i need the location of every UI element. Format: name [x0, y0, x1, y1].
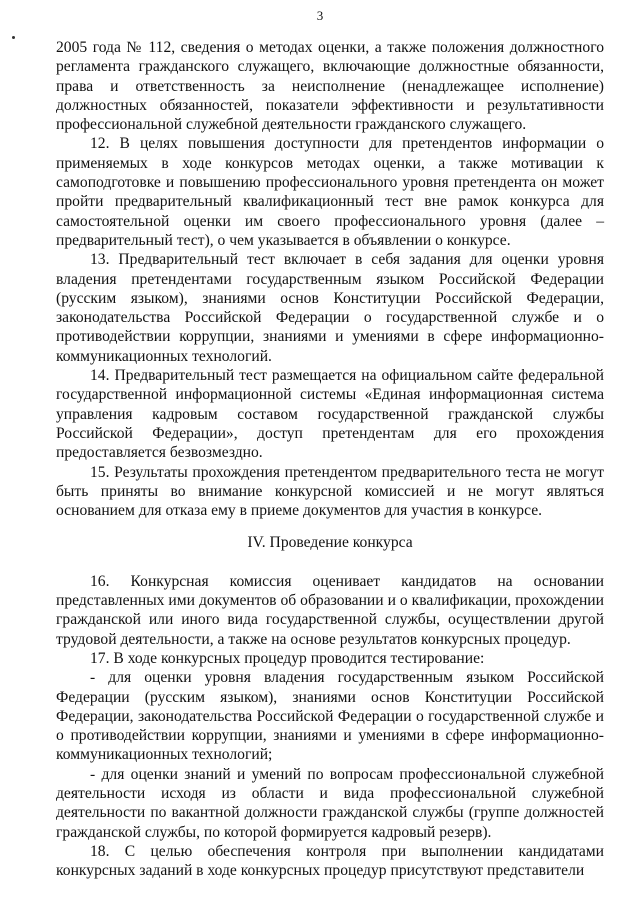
list-item-professional-test: - для оценки знаний и умений по вопросам профессиональной служебной деятельности исходя из области и вида профессиональной служебной деятельности по вакантной должности гражданской службы (группе должностей гражданской службы, по которой формируется кадровый резерв).: [56, 765, 604, 841]
scan-mark: [12, 36, 15, 39]
paragraph-18: 18. С целью обеспечения контроля при выполнении кандидатами конкурсных заданий в ходе конкурсных процедур присутствуют представители: [56, 842, 604, 880]
section-heading: IV. Проведение конкурса: [247, 534, 413, 552]
paragraph-12: 12. В целях повышения доступности для претендентов информации о применяемых в ходе конкурсов методах оценки, а также мотивации к самоподготовке и повышению профессионального уровня претендента он может пройти предварительный квалификационный тест вне рамок конкурса для самостоятельной оценки им своего профессионального уровня (далее – предварительный тест), о чем указывается в объявлении о конкурсе.: [56, 135, 604, 249]
paragraph-17: 17. В ходе конкурсных процедур проводится тестирование:: [90, 649, 485, 667]
page-number: 3: [316, 8, 324, 23]
paragraph-16: 16. Конкурсная комиссия оценивает кандидатов на основании представленных ими документов об образовании и о квалификации, прохождении гражданской или иного вида государственной службы, осуществлении другой трудовой деятельности, а также на основе результатов конкурсных процедур.: [56, 572, 604, 648]
document-body: [56, 38, 604, 880]
paragraph-13: 13. Предварительный тест включает в себя задания для оценки уровня владения претендентами государственным языком Российской Федерации (русским языком), знаниями основ Конституции Российской Федерации, законодательства Российской Федерации о государственной службе и о противодействии коррупции, знаниями и умениями в сфере информационно-коммуникационных технологий.: [56, 251, 604, 365]
paragraph-14: 14. Предварительный тест размещается на официальном сайте федеральной государственной информационной системы «Единая информационная система управления кадровым составом государственной гражданской службы Российской Федерации», доступ претендентам для его прохождения предоставляется безвозмездно.: [56, 367, 604, 462]
paragraph-continuation: 2005 года № 112, сведения о методах оценки, а также положения должностного регламента гражданского служащего, включающие должностные обязанности, права и ответственность за неисполнение (ненадлежащее исполнение) должностных обязанностей, показатели эффективности и результативности профессиональной служебной деятельности гражданского служащего.: [56, 39, 604, 134]
paragraph-15: 15. Результаты прохождения претендентом предварительного теста не могут быть приняты во внимание конкурсной комиссией и не могут являться основанием для отказа ему в приеме документов для участия в конкурсе.: [56, 463, 604, 520]
list-item-language-test: - для оценки уровня владения государственным языком Российской Федерации (русским языком), знаниями основ Конституции Российской Федерации, законодательства Российской Федерации о государственной службе и о противодействии коррупции, знаниями и умениями в сфере информационно-коммуникационных технологий;: [56, 669, 604, 764]
